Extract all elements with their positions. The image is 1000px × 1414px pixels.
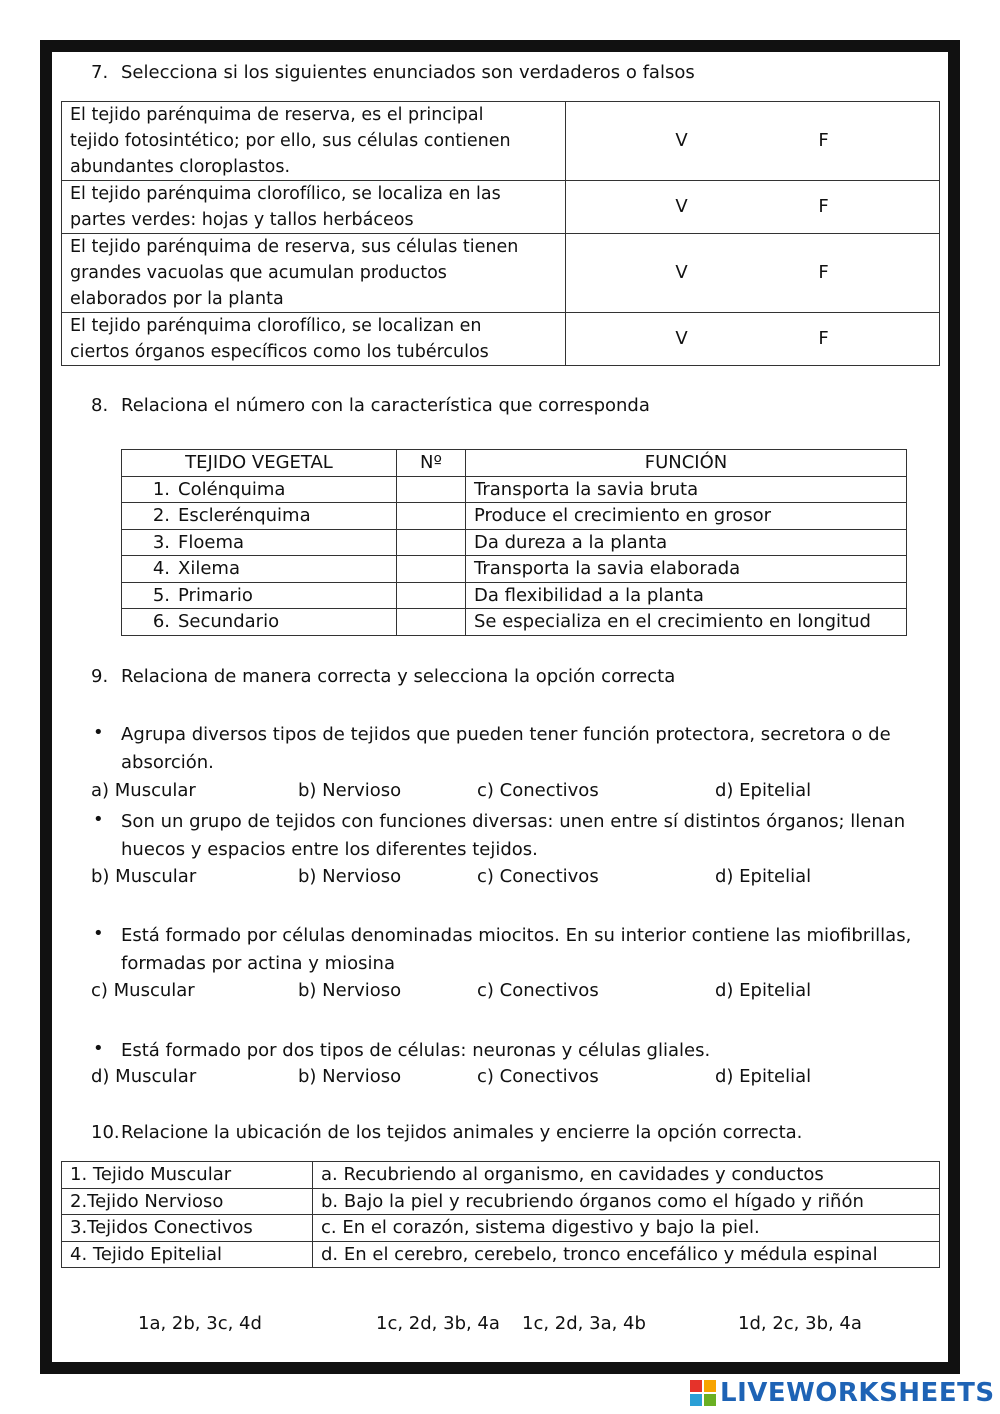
q7-statement-1: El tejido parénquima de reserva, es el principal tejido fotosintético; por ello, sus células contienen abundantes cloroplastos. — [62, 102, 566, 181]
option-d[interactable]: d) Epitelial — [715, 780, 812, 801]
number-input-cell[interactable] — [397, 556, 466, 583]
option-d[interactable]: d) Epitelial — [715, 866, 812, 887]
function-cell: Produce el crecimiento en grosor — [466, 503, 907, 530]
location-cell: b. Bajo la piel y recubriendo órganos como el hígado y riñón — [313, 1188, 940, 1215]
false-option[interactable]: F — [818, 130, 829, 151]
liveworksheets-logo — [690, 1376, 995, 1410]
tissue-cell: 3. Floema — [122, 529, 397, 556]
table-row — [122, 609, 907, 636]
true-option[interactable]: V — [675, 262, 688, 283]
q9-item-3-text: Está formado por células denominadas miocitos. En su interior contiene las miofibrillas, formadas por actina y miosina — [121, 925, 912, 974]
tissue-cell: 4. Tejido Epitelial — [62, 1241, 313, 1268]
q8-number: 8. — [91, 395, 109, 416]
q8-matching-table — [121, 449, 907, 636]
answer-option-1[interactable]: 1a, 2b, 3c, 4d — [138, 1313, 262, 1334]
option-c[interactable]: c) Conectivos — [477, 1066, 599, 1087]
bullet-icon: • — [93, 923, 104, 944]
q10-location-table — [61, 1161, 940, 1268]
answer-option-4[interactable]: 1d, 2c, 3b, 4a — [738, 1313, 862, 1334]
q7-answer-2[interactable] — [566, 181, 940, 234]
q7-statement-2: El tejido parénquima clorofílico, se localiza en las partes verdes: hojas y tallos herbáceos — [62, 181, 566, 234]
true-option[interactable]: V — [675, 328, 688, 349]
function-cell: Transporta la savia elaborada — [466, 556, 907, 583]
location-cell: d. En el cerebro, cerebelo, tronco encefálico y médula espinal — [313, 1241, 940, 1268]
option-a[interactable]: d) Muscular — [91, 1066, 197, 1087]
table-row — [62, 1162, 940, 1189]
option-b[interactable]: b) Nervioso — [298, 866, 402, 887]
table-row — [122, 503, 907, 530]
number-input-cell[interactable] — [397, 529, 466, 556]
table-row — [62, 234, 940, 313]
q7-true-false-table — [61, 101, 940, 366]
header-function: FUNCIÓN — [466, 450, 907, 477]
number-input-cell[interactable] — [397, 609, 466, 636]
false-option[interactable]: F — [818, 262, 829, 283]
option-c[interactable]: c) Conectivos — [477, 980, 599, 1001]
number-input-cell[interactable] — [397, 503, 466, 530]
false-option[interactable]: F — [818, 196, 829, 217]
location-cell: a. Recubriendo al organismo, en cavidades y conductos — [313, 1162, 940, 1189]
number-input-cell[interactable] — [397, 582, 466, 609]
option-a[interactable]: c) Muscular — [91, 980, 195, 1001]
header-number: Nº — [397, 450, 466, 477]
q7-answer-3[interactable] — [566, 234, 940, 313]
q8-title — [91, 395, 650, 416]
q9-item-2-text: Son un grupo de tejidos con funciones diversas: unen entre sí distintos órganos; llenan huecos y espacios entre los diferentes tejidos. — [121, 811, 906, 860]
function-cell: Da dureza a la planta — [466, 529, 907, 556]
option-d[interactable]: d) Epitelial — [715, 1066, 812, 1087]
answer-option-3[interactable]: 1c, 2d, 3a, 4b — [522, 1313, 646, 1334]
table-row — [62, 1215, 940, 1242]
table-row — [122, 556, 907, 583]
q10-number: 10. — [91, 1122, 120, 1143]
table-header-row — [122, 450, 907, 477]
true-option[interactable]: V — [675, 196, 688, 217]
q10-title-text: Relacione la ubicación de los tejidos animales y encierre la opción correcta. — [121, 1122, 803, 1143]
tissue-cell: 3.Tejidos Conectivos — [62, 1215, 313, 1242]
q7-title-text: Selecciona si los siguientes enunciados son verdaderos o falsos — [121, 62, 695, 83]
false-option[interactable]: F — [818, 328, 829, 349]
true-option[interactable]: V — [675, 130, 688, 151]
q10-title — [91, 1122, 802, 1143]
bullet-icon: • — [93, 809, 104, 830]
tissue-cell: 1. Tejido Muscular — [62, 1162, 313, 1189]
option-b[interactable]: b) Nervioso — [298, 980, 402, 1001]
q8-title-text: Relaciona el número con la característica que corresponda — [121, 395, 650, 416]
q7-number: 7. — [91, 62, 109, 83]
q9-title-text: Relaciona de manera correcta y selecciona la opción correcta — [121, 666, 676, 687]
option-b[interactable]: b) Nervioso — [298, 780, 402, 801]
function-cell: Se especializa en el crecimiento en longitud — [466, 609, 907, 636]
q7-title — [91, 62, 695, 83]
table-row — [122, 476, 907, 503]
table-row — [62, 102, 940, 181]
number-input-cell[interactable] — [397, 476, 466, 503]
tissue-cell: 6. Secundario — [122, 609, 397, 636]
logo-text: LIVEWORKSHEETS — [720, 1378, 995, 1408]
option-a[interactable]: a) Muscular — [91, 780, 196, 801]
tissue-cell: 5. Primario — [122, 582, 397, 609]
table-row — [122, 529, 907, 556]
option-c[interactable]: c) Conectivos — [477, 780, 599, 801]
function-cell: Transporta la savia bruta — [466, 476, 907, 503]
option-b[interactable]: b) Nervioso — [298, 1066, 402, 1087]
option-c[interactable]: c) Conectivos — [477, 866, 599, 887]
tissue-cell: 2.Tejido Nervioso — [62, 1188, 313, 1215]
tissue-cell: 2. Esclerénquima — [122, 503, 397, 530]
bullet-icon: • — [93, 722, 104, 743]
bullet-icon: • — [93, 1038, 104, 1059]
q9-item-1-text: Agrupa diversos tipos de tejidos que pueden tener función protectora, secretora o de absorción. — [121, 724, 891, 773]
option-a[interactable]: b) Muscular — [91, 866, 197, 887]
header-tissue: TEJIDO VEGETAL — [122, 450, 397, 477]
function-cell: Da flexibilidad a la planta — [466, 582, 907, 609]
q9-item-4-text: Está formado por dos tipos de células: neuronas y células gliales. — [121, 1040, 711, 1061]
answer-option-2[interactable]: 1c, 2d, 3b, 4a — [376, 1313, 500, 1334]
option-d[interactable]: d) Epitelial — [715, 980, 812, 1001]
table-row — [62, 181, 940, 234]
location-cell: c. En el corazón, sistema digestivo y bajo la piel. — [313, 1215, 940, 1242]
table-row — [62, 1241, 940, 1268]
q7-statement-4: El tejido parénquima clorofílico, se localizan en ciertos órganos específicos como los tubérculos — [62, 313, 566, 366]
q7-answer-1[interactable] — [566, 102, 940, 181]
table-row — [62, 313, 940, 366]
tissue-cell: 1. Colénquima — [122, 476, 397, 503]
q7-answer-4[interactable] — [566, 313, 940, 366]
q7-statement-3: El tejido parénquima de reserva, sus células tienen grandes vacuolas que acumulan productos elaborados por la planta — [62, 234, 566, 313]
tissue-cell: 4. Xilema — [122, 556, 397, 583]
q9-title — [91, 666, 675, 687]
logo-icon — [690, 1380, 716, 1406]
q9-number: 9. — [91, 666, 109, 687]
table-row — [62, 1188, 940, 1215]
table-row — [122, 582, 907, 609]
